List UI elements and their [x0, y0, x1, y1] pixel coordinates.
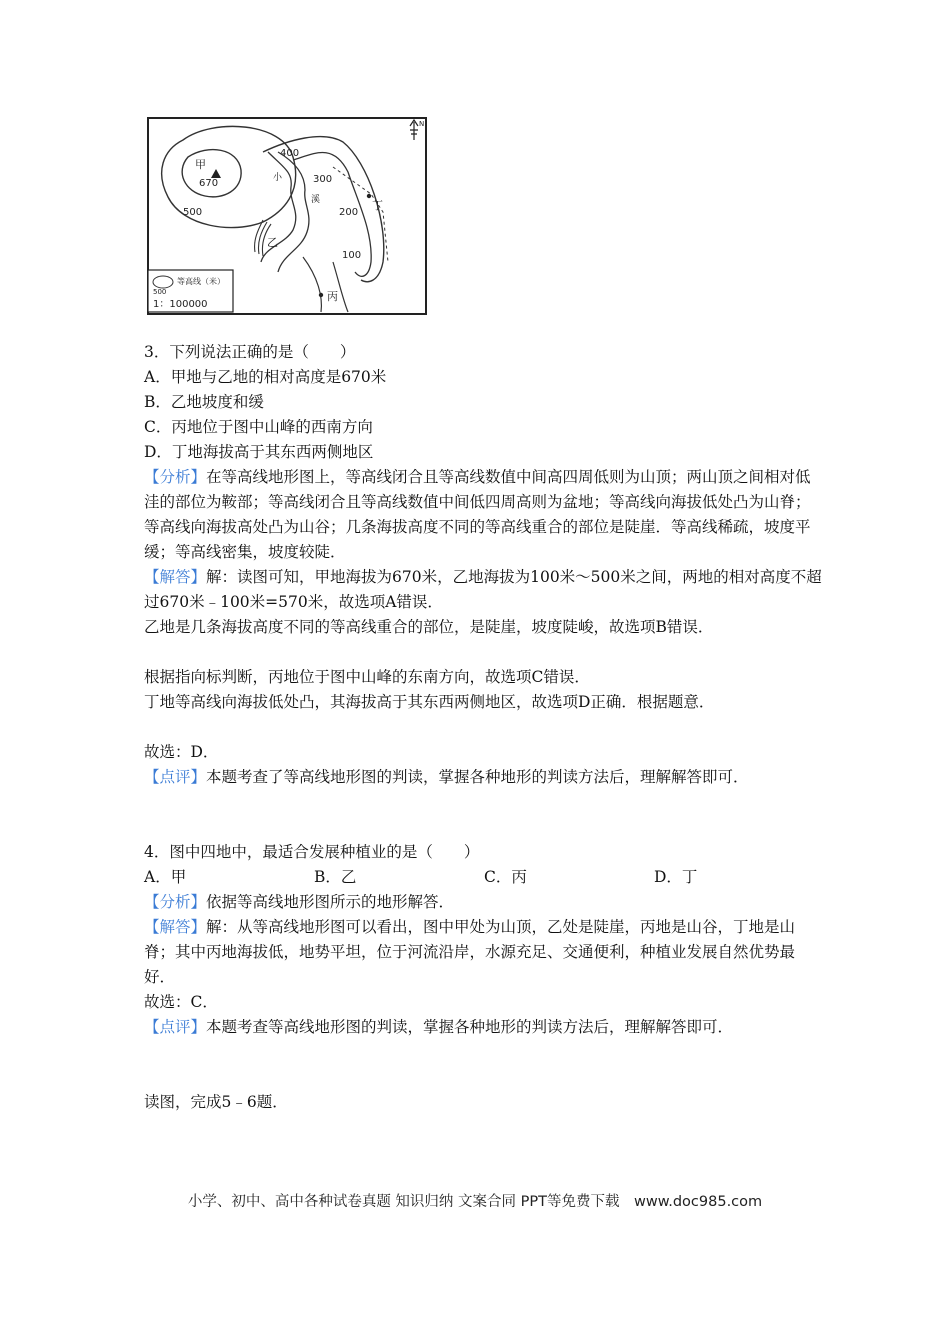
contour-map	[143, 112, 429, 320]
label-200: 200	[339, 207, 359, 218]
label-north: N	[419, 120, 425, 128]
label-ding: 丁	[372, 199, 383, 212]
q3-analysis-tag: 【分析】	[144, 468, 207, 486]
q3-option-a: A．甲地与乙地的相对高度是670米	[144, 368, 387, 386]
q3-comment-tag: 【点评】	[144, 768, 207, 786]
content-body	[144, 340, 824, 1115]
q3-answer-text-1: 解：读图可知，甲地海拔为670米，乙地海拔为100米～500米之间，两地的相对高度不超过670米﹣100米=570米，故选项A错误．	[144, 568, 822, 611]
q3-analysis	[144, 465, 824, 565]
point-bing	[319, 293, 323, 297]
q4-option-a: A．甲	[144, 868, 187, 886]
q4-option-b: B．乙	[314, 868, 357, 886]
q4-analysis-tag: 【分析】	[144, 893, 207, 911]
q3-answer-tag: 【解答】	[144, 568, 207, 586]
q3-answer-line-3: 根据指向标判断，丙地位于图中山峰的东南方向，故选项C错误．	[144, 668, 590, 686]
point-ding	[367, 194, 371, 198]
label-river-2: 溪	[311, 195, 321, 205]
q3-answer-line-2: 乙地是几条海拔高度不同的等高线重合的部位，是陡崖，坡度陡峻，故选项B错误．	[144, 618, 714, 636]
q4-choice: 故选：C．	[144, 993, 218, 1011]
legend-scale: 1：100000	[153, 299, 208, 310]
label-100: 100	[342, 250, 362, 261]
legend-title: 等高线（米）	[177, 277, 225, 286]
q3-answer	[144, 565, 824, 615]
q4-answer	[144, 915, 824, 990]
q4-answer-text: 解：从等高线地形图可以看出，图中甲处为山顶，乙处是陡崖，丙地是山谷，丁地是山脊；其中丙地海拔低，地势平坦，位于河流沿岸，水源充足、交通便利，种植业发展自然优势最好．	[144, 918, 796, 986]
q3-choice: 故选：D．	[144, 743, 219, 761]
q3-option-d: D．丁地海拔高于其东西两侧地区	[144, 443, 374, 461]
q3-option-c: C．丙地位于图中山峰的西南方向	[144, 418, 373, 436]
label-river-1: 小	[273, 173, 283, 183]
label-peak-value: 670	[199, 178, 219, 189]
q4-answer-tag: 【解答】	[144, 918, 207, 936]
legend-value: 500	[153, 288, 167, 296]
q3-comment	[144, 765, 824, 790]
q3-analysis-text: 在等高线地形图上，等高线闭合且等高线数值中间高四周低则为山顶；两山顶之间相对低洼的部位为鞍部；等高线闭合且等高线数值中间低四周高则为盆地；等高线向海拔低处凸为山脊；等高线向海拔高处凸为山谷；几条海拔高度不同的等高线重合的部位是陡崖．等高线稀疏，坡度平缓；等高线密集，坡度较陡．	[144, 468, 811, 561]
q3-comment-text: 本题考查了等高线地形图的判读，掌握各种地形的判读方法后，理解解答即可．	[206, 768, 749, 786]
q4-comment-text: 本题考查等高线地形图的判读，掌握各种地形的判读方法后，理解解答即可．	[206, 1018, 734, 1036]
footer-text: 小学、初中、高中各种试卷真题 知识归纳 文案合同 PPT等免费下载 www.doc985.com	[187, 1194, 763, 1210]
q4-analysis-text: 依据等高线地形图所示的地形解答．	[206, 893, 455, 911]
label-jia: 甲	[195, 158, 206, 171]
label-yi: 乙	[267, 236, 278, 249]
q3-option-b: B．乙地坡度和缓	[144, 393, 264, 411]
label-bing: 丙	[327, 290, 338, 303]
next-instruction: 读图，完成5﹣6题．	[144, 1093, 288, 1111]
q4-comment	[144, 1015, 824, 1040]
label-300: 300	[313, 174, 333, 185]
label-500: 500	[183, 207, 203, 218]
q4-option-d: D．丁	[654, 868, 698, 886]
label-400: 400	[280, 148, 300, 159]
q4-stem: 4．图中四地中，最适合发展种植业的是（ ）	[144, 843, 480, 861]
q3-answer-line-4: 丁地等高线向海拔低处凸，其海拔高于其东西两侧地区，故选项D正确．根据题意．	[144, 693, 715, 711]
q4-analysis	[144, 890, 824, 915]
q3-stem: 3．下列说法正确的是（ ）	[144, 343, 356, 361]
q4-options	[144, 865, 824, 890]
q4-option-c: C．丙	[484, 868, 527, 886]
q4-comment-tag: 【点评】	[144, 1018, 207, 1036]
